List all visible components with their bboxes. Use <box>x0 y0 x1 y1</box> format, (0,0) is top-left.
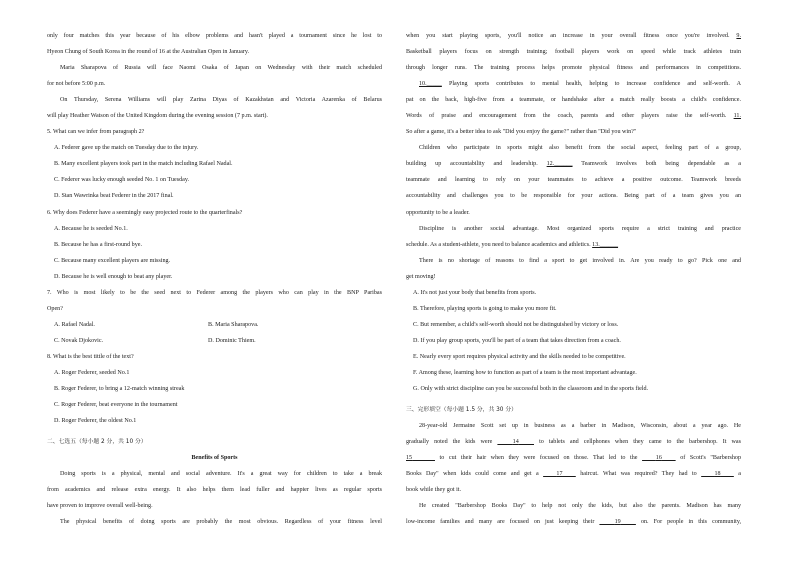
option: A. Roger Federer, seeded No.1 <box>54 369 130 376</box>
text-line: have proven to improve overall well-being. <box>47 503 153 510</box>
text-line: The physical benefits of doing sports are probably the most obvious. Regardless of your fitness level <box>60 519 382 526</box>
text-line: schedule. As a student-athlete, you need to balance academics and athletics. 13.______ <box>406 241 619 248</box>
blank-13: 13.______ <box>592 241 619 248</box>
option: C. Because many excellent players are missing. <box>54 257 171 264</box>
question-5: 5. What can we infer from paragraph 2? <box>47 129 145 136</box>
text-line: pat on the back, high-five from a teammate, or handshake after a match really boosts a child's confidence. <box>406 97 741 104</box>
text-line: 10._____ Playing sports contributes to mental health, helping to increase confidence and self-worth. A <box>419 81 741 88</box>
text-line: book while they got it. <box>406 487 462 494</box>
option: C. Federer was lucky enough seeded No. 1 on Tuesday. <box>54 177 189 184</box>
section-title: 二、七选五（每小题 2 分，共 10 分） <box>47 439 147 446</box>
option-row <box>47 333 382 349</box>
question-8: 8. What is the best tittle of the text? <box>47 353 134 360</box>
blank-17: 17 <box>556 471 563 478</box>
option: D. Because he is well enough to beat any player. <box>54 273 173 280</box>
text-line: will play Heather Watson of the United Kingdom during the evening session (7 p.m. start). <box>47 113 268 120</box>
blank-16: 16 <box>655 455 662 462</box>
text-line: accountability and challenges you to be responsible for your actions. Being part of a team gives you an <box>406 193 741 200</box>
blank-15: 15 <box>406 455 413 462</box>
text-line: building up accountability and leadership. 12.______ Teamwork involves both being dependable as a <box>406 161 741 168</box>
text-line: from academics and release extra energy. It also helps them lead fuller and happier lives as regular sports <box>47 487 382 494</box>
option: G. Only with strict discipline can you be successful both in the classroom and in the sports field. <box>413 386 649 393</box>
question-6: 6. Why does Federer have a seemingly easy projected route to the quarterfinals? <box>47 209 243 216</box>
text-line: On Thursday, Serena Williams will play Zarina Diyas of Kazakhstan and Victoria Azarenka of Belarus <box>60 97 382 104</box>
text-line: There is no shortage of reasons to find a sport to get involved in. Are you ready to go? Pick one and <box>419 257 741 264</box>
text-line: teammate and learning to rely on your teammates to achieve a positive outcome. Teamwork breeds <box>406 177 741 184</box>
option: D. Stan Wawrinka beat Federer in the 2017 final. <box>54 193 174 200</box>
option: D. Roger Federer, the oldest No.1 <box>54 418 137 425</box>
option: D. If you play group sports, you'll be part of a team that takes direction from a coach. <box>413 337 621 344</box>
option: C. Roger Federer, beat everyone in the tournament <box>54 402 178 409</box>
blank-18: 18 <box>714 471 721 478</box>
option: A. Rafael Nadal. <box>54 321 95 328</box>
blank-11: 11. <box>733 113 741 120</box>
text-line: Children who participate in sports might also benefit from the social aspect, feeling part of a group, <box>419 145 741 152</box>
left-column <box>47 28 382 530</box>
text-line: opportunity to be a leader. <box>406 209 470 216</box>
option: A. Federer gave up the match on Tuesday due to the injury. <box>54 145 199 152</box>
text-line: Hyeon Chung of South Korea in the round of 16 at the Australian Open in January. <box>47 49 250 56</box>
passage-title: Benefits of Sports <box>191 455 238 462</box>
text-line: He created "Barbershop Books Day" to help not only the kids, but also the parents. Madison has many <box>419 503 741 510</box>
text-line: So after a game, it's a better idea to ask "Did you enjoy the game?" rather than "Did you win?" <box>406 129 637 136</box>
text-line: get moving! <box>406 273 436 280</box>
option: B. Maria Sharapova. <box>208 321 259 328</box>
option: C. But remember, a child's self-worth should not be distinguished by victory or loss. <box>413 321 619 328</box>
text-line: when you start playing sports, you'll notice an increase in your overall fitness once you're involved. 9. <box>406 33 741 39</box>
text-line: gradually noted the kids were 14 to tablets and cellphones when they came to the barbershop. It was <box>406 439 741 446</box>
text-line: for not before 5:00 p.m. <box>47 81 106 88</box>
text-line: Discipline is another social advantage. Most organized sports require a strict training and practice <box>419 225 741 232</box>
option: A. It's not just your body that benefits from sports. <box>413 289 537 296</box>
text-line: Books Day" when kids could come and get a 17 haircut. What was required? They had to 18 a <box>406 471 741 478</box>
blank-14: 14 <box>512 439 519 446</box>
question-7-cont: Open? <box>47 305 63 312</box>
text-line: only four matches this year because of his elbow problems and hasn't played a tournament since he lost to <box>47 33 382 39</box>
blank-10: 10._____ <box>419 81 442 88</box>
text-line: low-income families and many are focused on just keeping their 19 on. For people in this community, <box>406 519 741 526</box>
option: B. Because he has a first-round bye. <box>54 241 142 248</box>
text-line: through longer runs. The training process helps promote physical fitness and performances in competitions. <box>406 65 741 72</box>
option: D. Dominic Thiem. <box>208 337 256 344</box>
option: A. Because he is seeded No.1. <box>54 225 128 232</box>
text-line: 15 to cut their hair when they were focused on those. That led to the 16 of Scott's "Barbershop <box>406 455 741 462</box>
question-7: 7. Who is most likely to be the seed next to Federer among the players who can play in the BNP Paribas <box>47 289 382 296</box>
text-line: Basketball players focus on strength training; football players work on speed while track athletes train <box>406 49 741 56</box>
option: E. Nearly every sport requires physical activity and the skills needed to be competitive. <box>413 353 626 360</box>
right-column <box>406 28 741 530</box>
text-line: Maria Sharapova of Russia will face Naomi Osaka of Japan on Wednesday with their match scheduled <box>60 65 382 72</box>
text-line: 28-year-old Jermaine Scott set up in business as a barber in Madison, Wisconsin, about a year ago. He <box>419 423 741 430</box>
blank-9: 9. <box>736 33 741 39</box>
text-line: Doing sports is a physical, mental and social adventure. It's a great way for children to take a break <box>60 471 382 478</box>
option: B. Roger Federer, to bring a 12-match winning streak <box>54 386 185 393</box>
option-row <box>47 317 382 333</box>
option: C. Novak Djokovic. <box>54 337 104 344</box>
option: B. Therefore, playing sports is going to make you more fit. <box>413 305 557 312</box>
blank-12: 12.______ <box>546 161 573 168</box>
text-line: Words of praise and encouragement from the coach, parents and other players raise the self-worth. 11. <box>406 113 741 120</box>
option: F. Among these, learning how to function as part of a team is the most important advantage. <box>413 369 637 376</box>
option: B. Many excellent players took part in the match including Rafael Nadal. <box>54 161 233 168</box>
section-title: 三、完形填空（每小题 1.5 分，共 30 分） <box>406 407 517 414</box>
blank-19: 19 <box>614 519 621 526</box>
